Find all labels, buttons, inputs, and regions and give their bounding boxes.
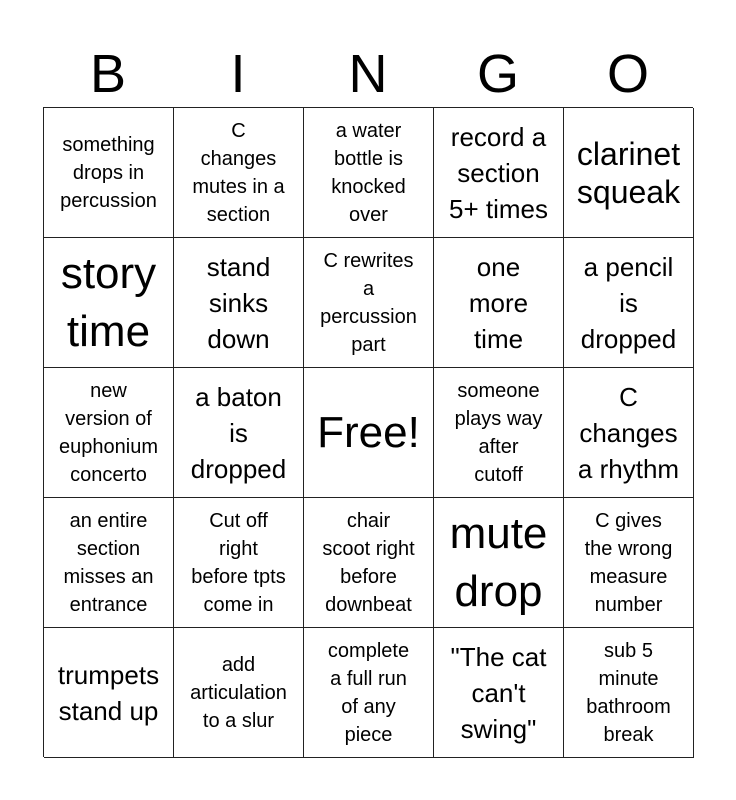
cell-text: add articulation to a slur [190,653,287,732]
free-space-text: Free! [317,407,420,457]
bingo-cell[interactable] [564,108,694,238]
bingo-header [43,40,693,108]
bingo-cell[interactable] [304,498,434,628]
bingo-cell[interactable] [304,238,434,368]
header-letter-o: O [606,44,649,104]
cell-text: story time [60,248,157,356]
cell-text: C gives the wrong measure number [584,509,673,616]
bingo-cell[interactable] [564,628,694,758]
bingo-cell[interactable] [174,628,304,758]
bingo-cell[interactable] [434,238,564,368]
cell-text: new version of euphonium concerto [59,379,158,486]
cell-text: a pencil is dropped [580,251,677,354]
cell-text: sub 5 minute bathroom break [586,639,671,746]
cell-text: a baton is dropped [190,381,287,484]
bingo-cell[interactable] [44,498,174,628]
bingo-cell[interactable] [44,628,174,758]
bingo-cell[interactable] [174,238,304,368]
cell-text: something drops in percussion [60,133,157,212]
cell-text: stand sinks down [206,251,271,354]
bingo-cell[interactable] [564,498,694,628]
bingo-cell[interactable] [174,498,304,628]
cell-text: clarinet squeak [576,135,681,210]
cell-text: complete a full run of any piece [327,639,410,746]
bingo-cell[interactable] [174,108,304,238]
bingo-cell[interactable] [434,368,564,498]
bingo-cell[interactable] [434,498,564,628]
bingo-cell[interactable] [564,238,694,368]
cell-text: C changes mutes in a section [192,119,285,226]
bingo-cell[interactable] [44,368,174,498]
cell-text: Cut off right before tpts come in [191,509,286,616]
header-letter-i: I [230,44,246,104]
cell-text: C changes a rhythm [577,381,680,484]
header-letter-b: B [89,44,127,104]
bingo-cell[interactable] [174,368,304,498]
bingo-cell[interactable] [44,238,174,368]
cell-text: C rewrites a percussion part [320,249,417,356]
cell-text: trumpets stand up [57,659,160,726]
cell-text: "The cat can't swing" [450,641,547,744]
free-space-cell[interactable] [304,368,434,498]
cell-text: someone plays way after cutoff [454,379,543,486]
cell-text: chair scoot right before downbeat [322,509,415,616]
bingo-cell[interactable] [304,628,434,758]
bingo-cell[interactable] [564,368,694,498]
bingo-cell[interactable] [434,108,564,238]
header-letter-n: N [348,44,388,104]
cell-text: one more time [468,251,529,354]
bingo-cell[interactable] [434,628,564,758]
cell-text: a water bottle is knocked over [331,119,406,226]
bingo-cell[interactable] [304,108,434,238]
bingo-grid [43,107,693,757]
bingo-cell[interactable] [44,108,174,238]
cell-text: an entire section misses an entrance [63,509,154,616]
header-letter-g: G [476,44,519,104]
cell-text: mute drop [449,508,548,616]
cell-text: record a section 5+ times [449,121,548,224]
